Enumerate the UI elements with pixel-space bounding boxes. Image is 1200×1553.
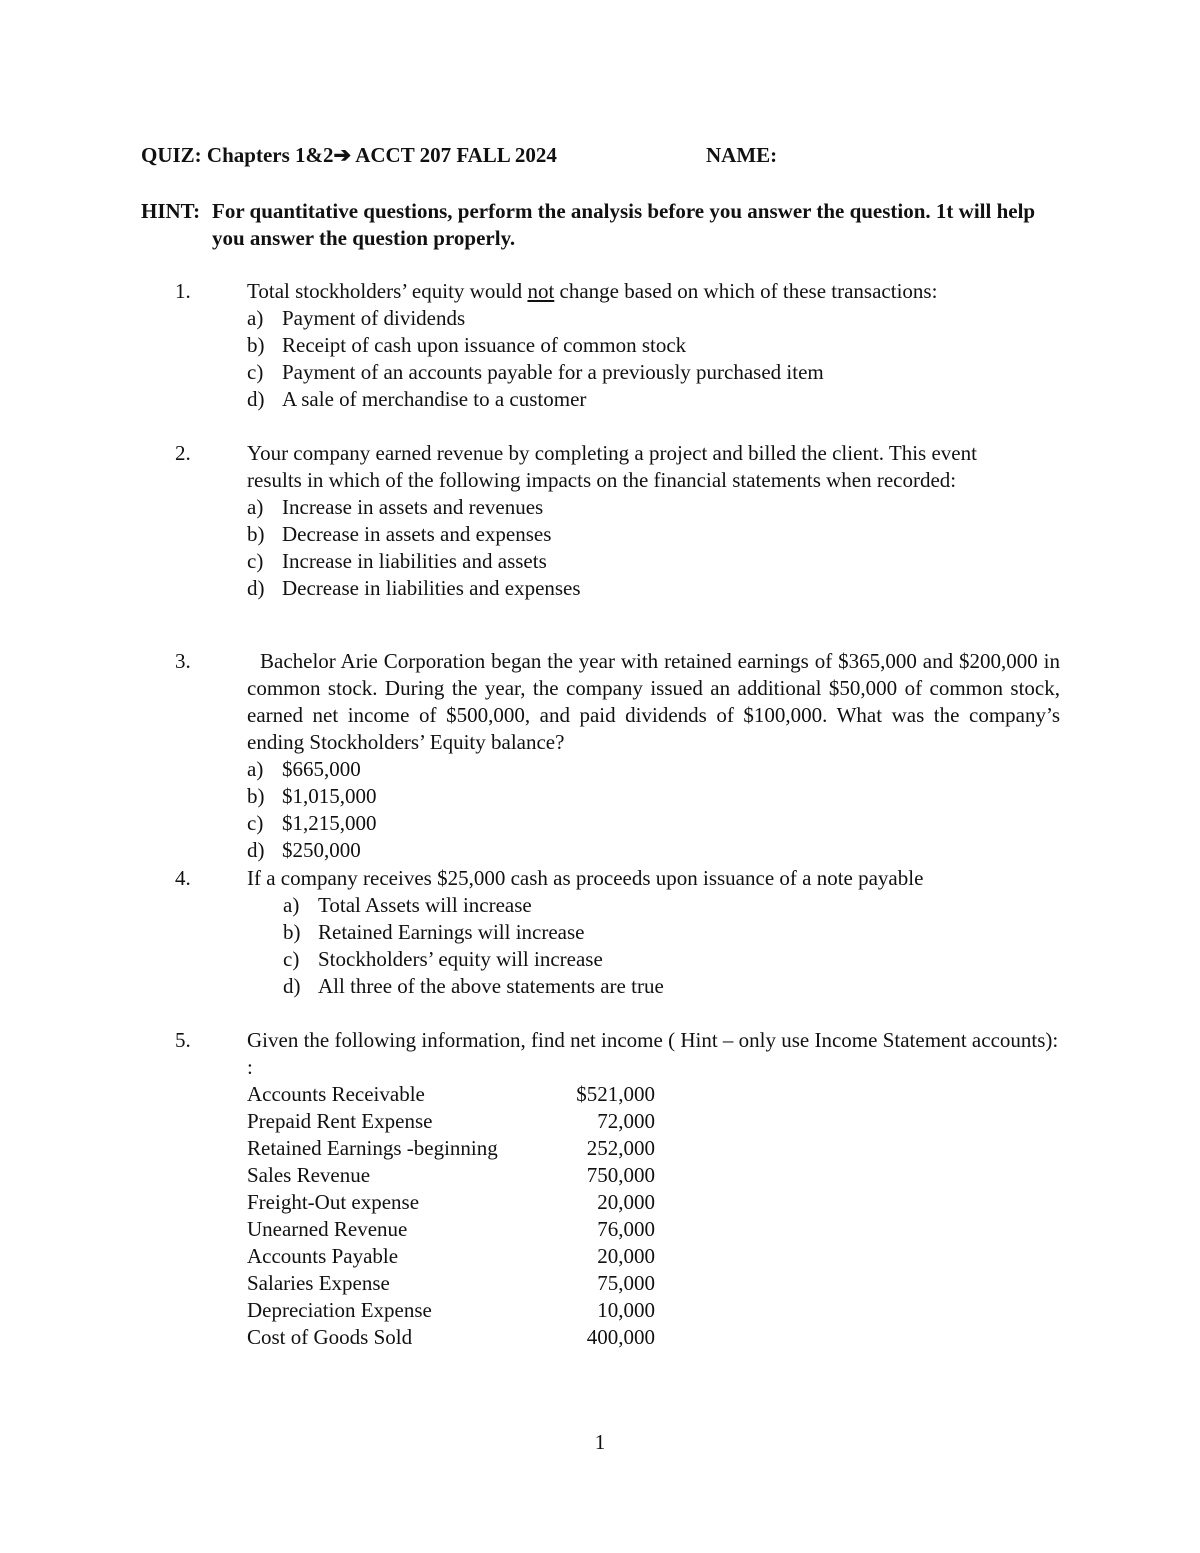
account-value: 252,000 [586, 1136, 655, 1160]
option-text: Retained Earnings will increase [318, 920, 585, 944]
account-value: 75,000 [597, 1271, 655, 1295]
option-text: Payment of an accounts payable for a previously purchased item [282, 360, 824, 384]
option-d [247, 386, 1060, 413]
title-course: ACCT 207 FALL 2024 [351, 143, 557, 167]
option-letter: a) [247, 495, 264, 519]
option-a [247, 305, 1060, 332]
table-row [247, 1135, 655, 1162]
option-text: Decrease in liabilities and expenses [282, 576, 581, 600]
question-5 [175, 1027, 1060, 1351]
option-c [247, 548, 1027, 575]
hint-label: HINT: [141, 199, 201, 223]
option-c [247, 359, 1060, 386]
title-chapters: QUIZ: Chapters 1&2 [141, 143, 334, 167]
options-list [247, 494, 1027, 602]
account-name: Prepaid Rent Expense [247, 1109, 433, 1133]
option-text: Increase in liabilities and assets [282, 549, 547, 573]
option-text: A sale of merchandise to a customer [282, 387, 587, 411]
option-letter: d) [247, 387, 265, 411]
question-4 [175, 865, 1060, 1000]
option-text: $250,000 [282, 838, 361, 862]
option-letter: b) [283, 920, 301, 944]
option-a [247, 756, 1060, 783]
question-number: 4. [175, 866, 191, 890]
account-value: 750,000 [586, 1163, 655, 1187]
option-letter: c) [247, 360, 264, 384]
option-d [247, 837, 1060, 864]
arrow-icon: ➔ [333, 143, 352, 167]
option-text: $1,215,000 [282, 811, 377, 835]
option-letter: d) [247, 838, 265, 862]
option-letter: c) [283, 947, 300, 971]
account-value: 10,000 [597, 1298, 655, 1322]
page-number: 1 [594, 1430, 606, 1454]
option-letter: d) [247, 576, 265, 600]
question-number: 3. [175, 649, 191, 673]
question-3 [175, 648, 1060, 864]
question-stem: Bachelor Arie Corporation began the year with retained earnings of $365,000 and $200,000 in common stock. During the year, the company issued an additional $50,000 of common stock, earned net income of $500,000, and paid dividends of $100,000. What was the company’s ending Stockholders’ Equity balance? [247, 649, 1060, 754]
table-row [247, 1243, 655, 1270]
account-name: Cost of Goods Sold [247, 1325, 413, 1349]
option-text: Total Assets will increase [318, 893, 532, 917]
account-value: 72,000 [597, 1109, 655, 1133]
option-text: Increase in assets and revenues [282, 495, 544, 519]
question-stem: Your company earned revenue by completing a project and billed the client. This event results in which of the following impacts on the financial statements when recorded: [247, 441, 977, 492]
question-number: 2. [175, 441, 191, 465]
account-value: 20,000 [597, 1190, 655, 1214]
stray-colon: : [247, 1055, 253, 1079]
option-letter: a) [247, 757, 264, 781]
stem-text: change based on which of these transactions: [554, 279, 938, 303]
option-b [247, 783, 1060, 810]
account-name: Salaries Expense [247, 1271, 390, 1295]
account-value: 20,000 [597, 1244, 655, 1268]
account-name: Freight-Out expense [247, 1190, 420, 1214]
option-b [247, 521, 1027, 548]
table-row [247, 1162, 655, 1189]
table-row [247, 1324, 655, 1351]
accounts-table [247, 1081, 655, 1351]
hint-text: For quantitative questions, perform the analysis before you answer the question. 1t will help you answer the question properly. [212, 199, 1036, 250]
option-d [247, 575, 1027, 602]
option-text: Payment of dividends [282, 306, 466, 330]
account-name: Retained Earnings -beginning [247, 1136, 498, 1160]
option-c [283, 946, 1060, 973]
account-value: $521,000 [576, 1082, 655, 1106]
stem-underlined: not [527, 279, 555, 303]
table-row [247, 1189, 655, 1216]
question-number: 5. [175, 1028, 191, 1052]
table-row [247, 1297, 655, 1324]
option-letter: b) [247, 522, 265, 546]
option-b [283, 919, 1060, 946]
question-1 [175, 278, 1060, 413]
option-text: $1,015,000 [282, 784, 377, 808]
table-row [247, 1270, 655, 1297]
name-label: NAME: [706, 143, 778, 167]
account-name: Accounts Receivable [247, 1082, 425, 1106]
account-name: Unearned Revenue [247, 1217, 408, 1241]
table-row [247, 1216, 655, 1243]
option-text: Receipt of cash upon issuance of common stock [282, 333, 687, 357]
option-text: Stockholders’ equity will increase [318, 947, 603, 971]
question-stem [247, 278, 1060, 305]
table-row [247, 1108, 655, 1135]
account-value: 76,000 [597, 1217, 655, 1241]
option-b [247, 332, 1060, 359]
option-a [247, 494, 1027, 521]
option-letter: d) [283, 974, 301, 998]
table-row [247, 1081, 655, 1108]
option-letter: b) [247, 784, 265, 808]
account-name: Depreciation Expense [247, 1298, 432, 1322]
option-letter: b) [247, 333, 265, 357]
question-stem: Given the following information, find net income ( Hint – only use Income Statement accounts): [247, 1028, 1059, 1052]
option-a [283, 892, 1060, 919]
account-name: Accounts Payable [247, 1244, 399, 1268]
options-list [247, 305, 1060, 413]
question-2 [175, 440, 1060, 602]
options-list [247, 892, 1060, 1000]
option-c [247, 810, 1060, 837]
options-list [247, 756, 1060, 864]
option-letter: a) [283, 893, 300, 917]
stem-text: Total stockholders’ equity would [247, 279, 528, 303]
option-letter: c) [247, 549, 264, 573]
hint-block [141, 198, 1061, 252]
question-stem: If a company receives $25,000 cash as proceeds upon issuance of a note payable [247, 866, 924, 890]
option-letter: a) [247, 306, 264, 330]
option-text: All three of the above statements are true [318, 974, 664, 998]
option-text: Decrease in assets and expenses [282, 522, 552, 546]
account-value: 400,000 [586, 1325, 655, 1349]
account-name: Sales Revenue [247, 1163, 371, 1187]
question-number: 1. [175, 279, 191, 303]
option-letter: c) [247, 811, 264, 835]
quiz-title [141, 143, 778, 168]
option-d [283, 973, 1060, 1000]
option-text: $665,000 [282, 757, 361, 781]
